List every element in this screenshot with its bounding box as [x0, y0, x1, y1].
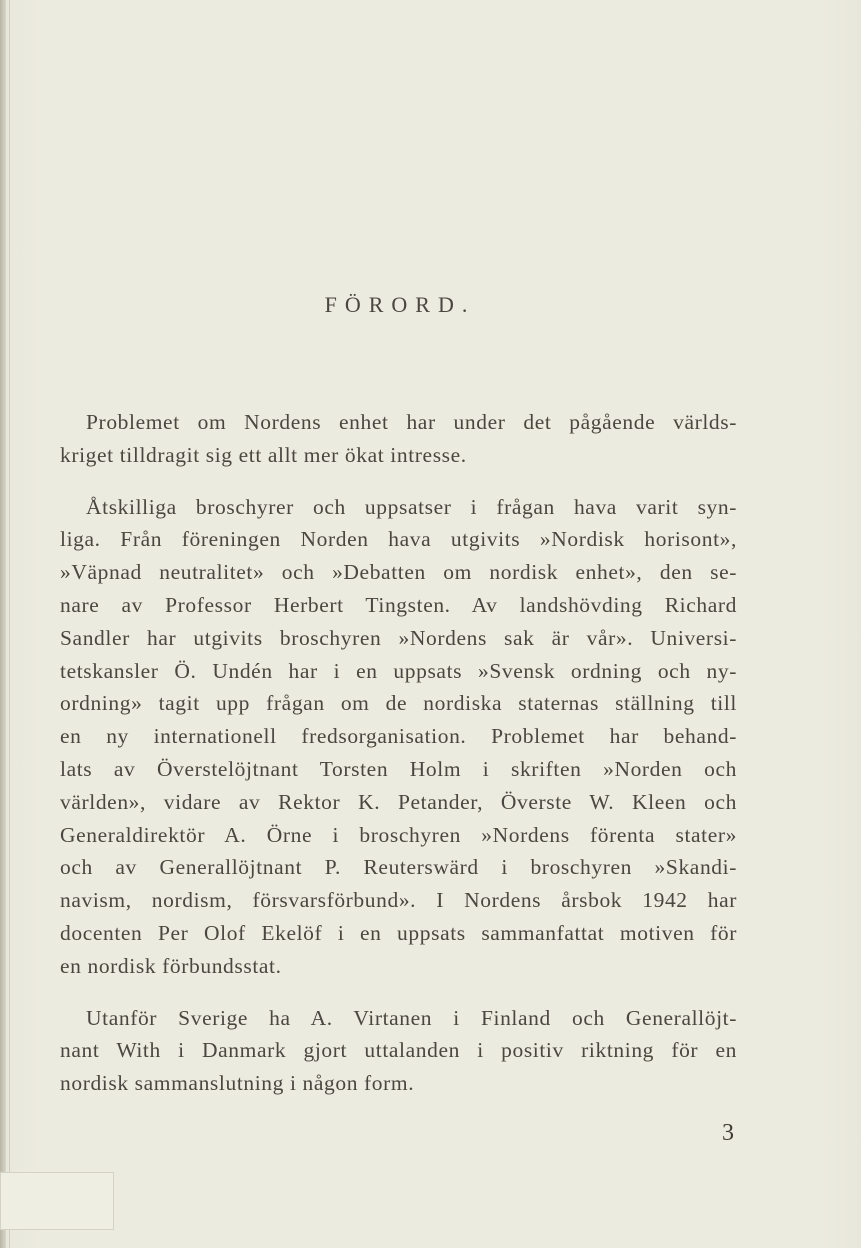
text-line: nant With i Danmark gjort uttalanden i positiv riktning för en: [60, 1038, 737, 1063]
binding-edge: [0, 0, 6, 1248]
paragraph-2: [60, 491, 737, 983]
text-line: kriget tilldragit sig ett allt mer ökat intresse.: [60, 442, 467, 467]
text-line: nare av Professor Herbert Tingsten. Av landshövding Richard: [60, 592, 737, 617]
text-line: navism, nordism, försvarsförbund». I Nordens årsbok 1942 har: [60, 888, 737, 913]
text-line: Problemet om Nordens enhet har under det pågående världs-: [86, 410, 737, 434]
text-line: nordisk sammanslutning i någon form.: [60, 1071, 415, 1096]
text-line: Sandler har utgivits broschyren »Nordens sak är vår». Universi-: [60, 625, 737, 650]
text-line: tetskansler Ö. Undén har i en uppsats »Svensk ordning och ny-: [60, 658, 737, 683]
body-text: [60, 406, 737, 1119]
library-label-patch: [0, 1172, 114, 1230]
text-line: Utanför Sverige ha A. Virtanen i Finland och Generallöjt-: [86, 1005, 737, 1030]
text-line: »Väpnad neutralitet» och »Debatten om nordisk enhet», den se-: [60, 560, 737, 585]
text-line: en nordisk förbundsstat.: [60, 953, 282, 978]
text-line: Generaldirektör A. Örne i broschyren »Nordens förenta stater»: [60, 822, 737, 847]
text-line: docenten Per Olof Ekelöf i en uppsats sammanfattat motiven för: [60, 920, 737, 945]
text-line: lats av Överstelöjtnant Torsten Holm i skriften »Norden och: [60, 756, 737, 781]
text-line: liga. Från föreningen Norden hava utgivits »Nordisk horisont»,: [60, 527, 737, 552]
text-line: ordning» tagit upp frågan om de nordiska staternas ställning till: [60, 691, 737, 716]
page-number: 3: [722, 1120, 734, 1146]
binding-line: [9, 0, 10, 1248]
paragraph-3: [60, 1002, 737, 1100]
text-line: Åtskilliga broschyrer och uppsatser i frågan hava varit syn-: [86, 494, 737, 519]
text-line: och av Generallöjtnant P. Reuterswärd i broschyren »Skandi-: [60, 855, 737, 880]
text-line: världen», vidare av Rektor K. Petander, Överste W. Kleen och: [60, 789, 737, 814]
paragraph-1: [60, 406, 737, 472]
text-line: en ny internationell fredsorganisation. Problemet har behand-: [60, 724, 737, 749]
page-title: FÖRORD.: [324, 292, 476, 317]
